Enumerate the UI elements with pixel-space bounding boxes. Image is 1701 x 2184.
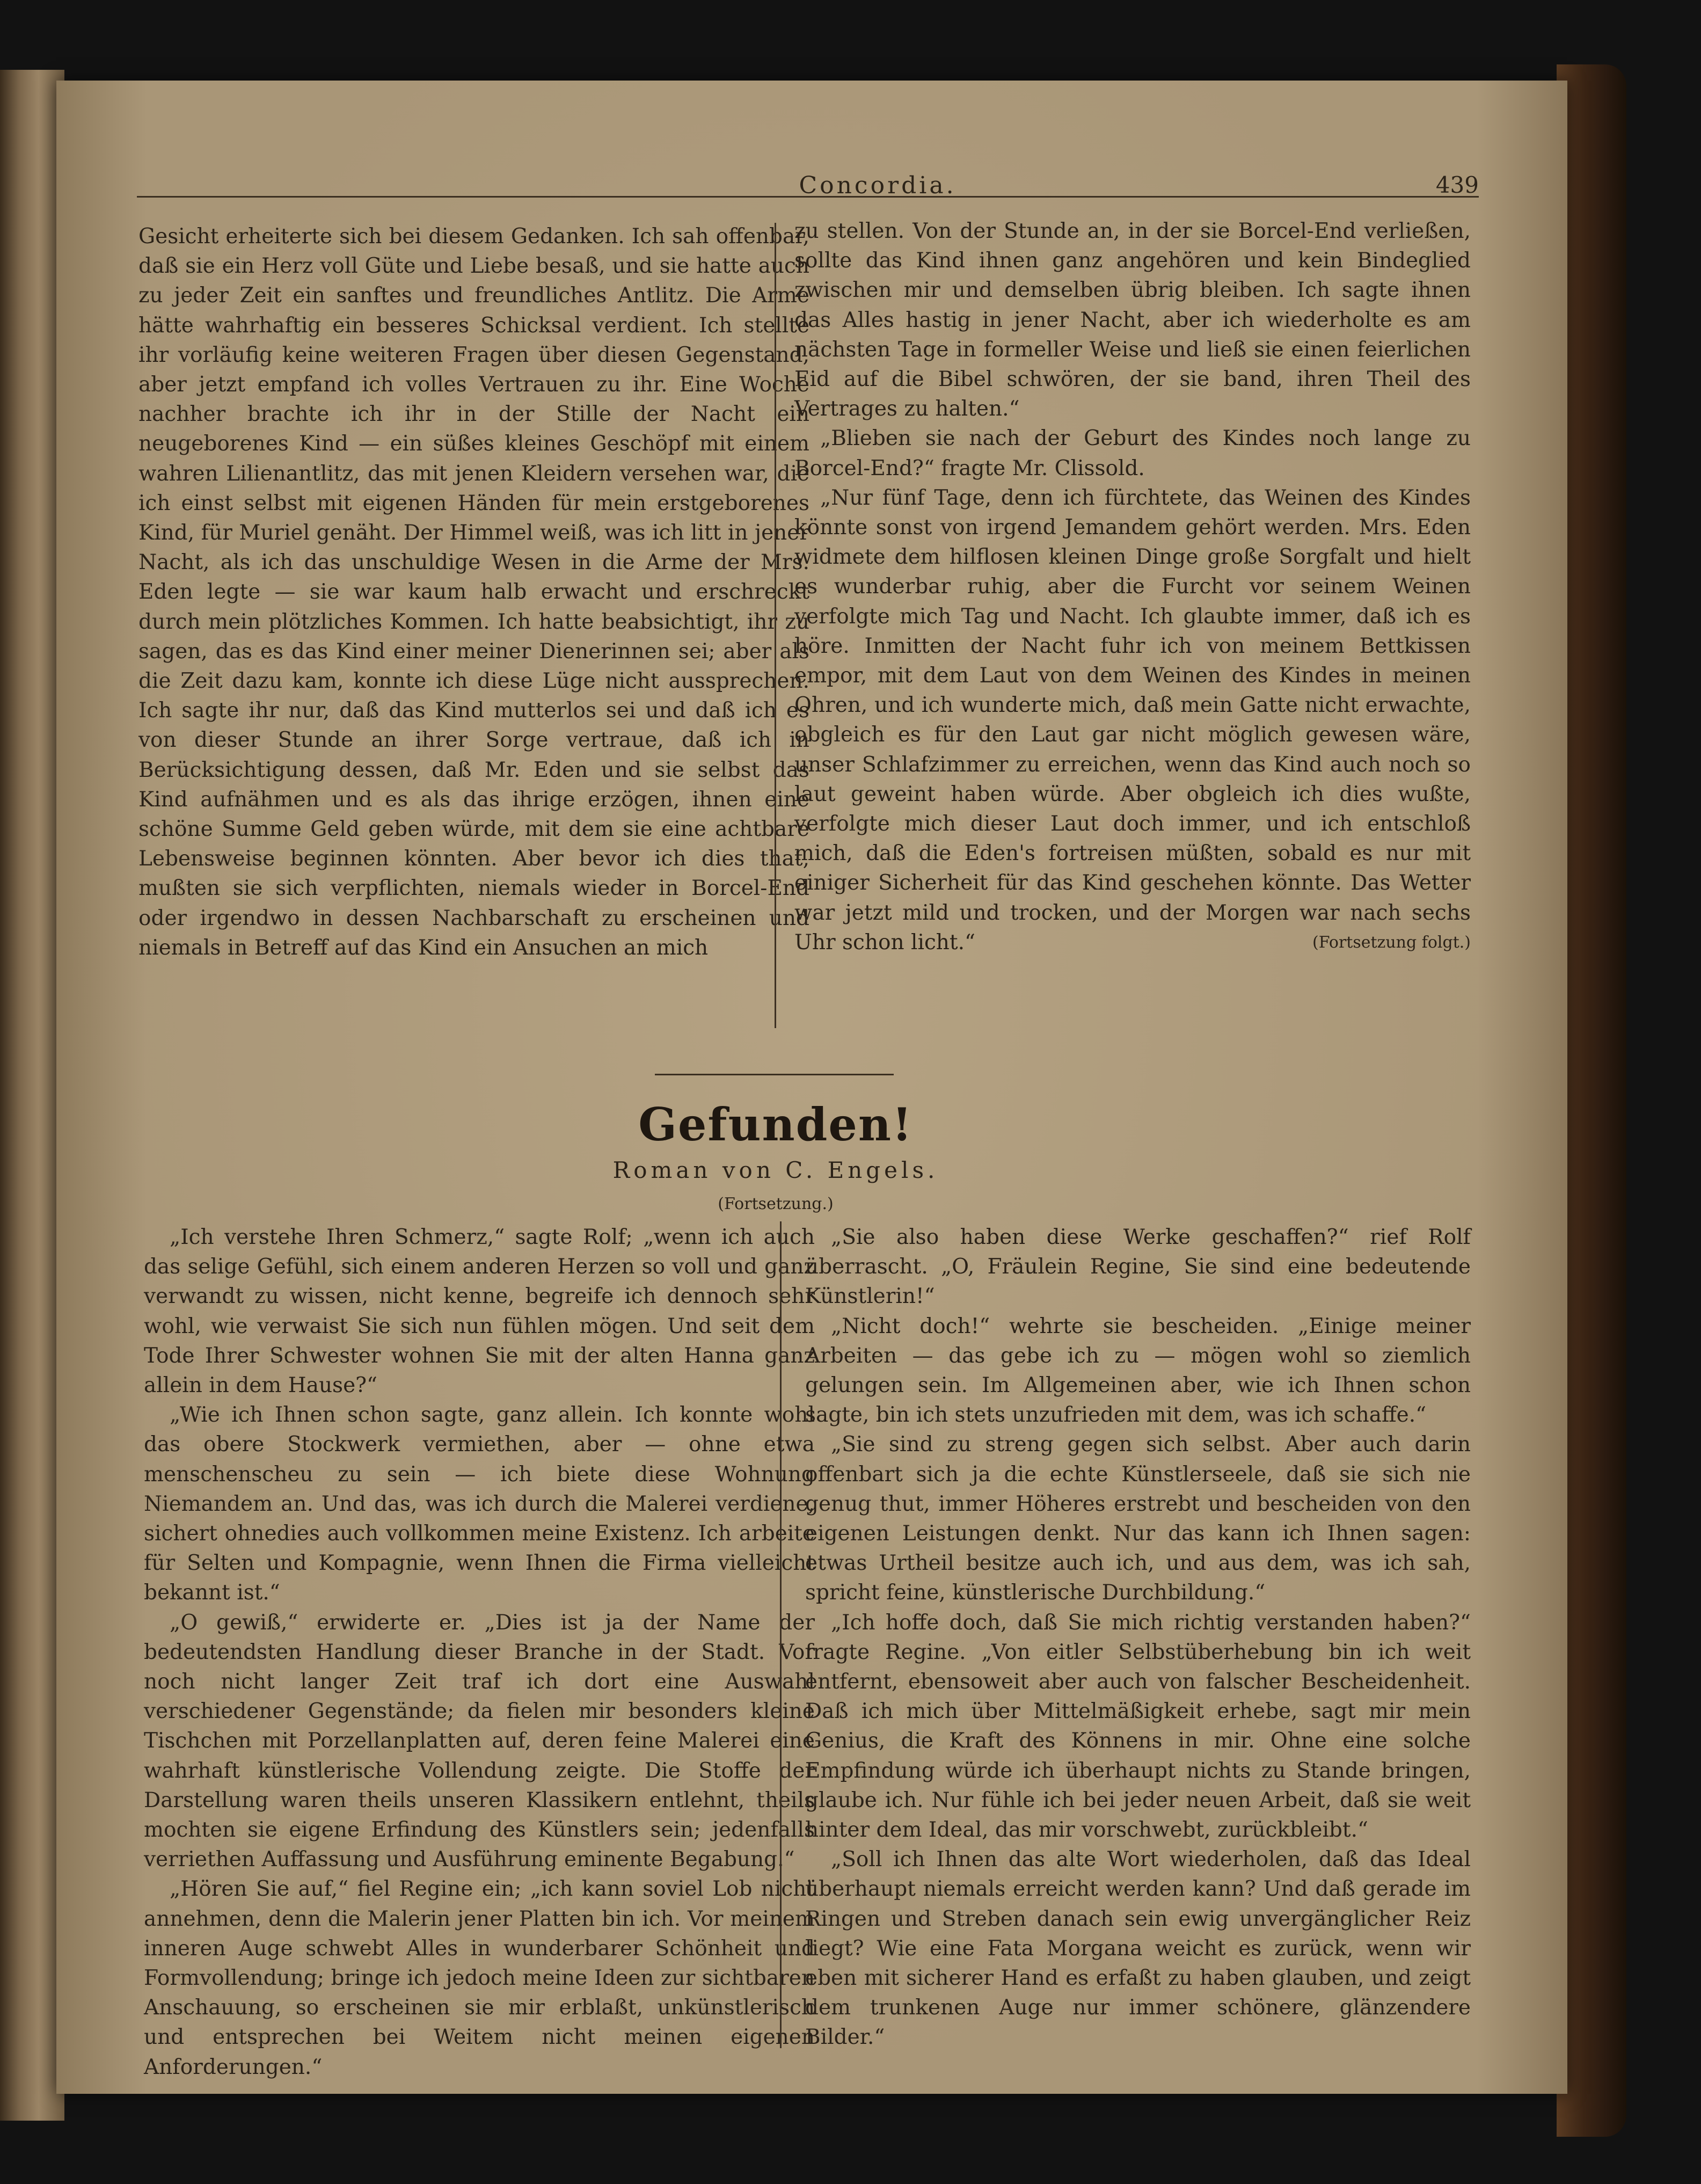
paragraph: „Wie ich Ihnen schon sagte, ganz allein. Ich konnte wohl das obere Stockwerk vermiethen, aber — ohne etwa menschenscheu zu sein — ich biete diese Wohnung Niemandem an. Und das, was ich durch die Malerei verdiene, sichert ohnedies auch vollkommen meine Existenz. Ich arbeite für Selten und Kompagnie, wenn Ihnen die Firma vielleicht bekannt ist.“ [144,1403,815,1605]
section-divider-rule [655,1074,894,1075]
paragraph: „Ich hoffe doch, daß Sie mich richtig verstanden haben?“ fragte Regine. „Von eitler Selbstüberhebung bin ich weit entfernt, ebensoweit aber auch von falscher Bescheidenheit. Daß ich mich über Mittelmäßigkeit erhebe, sagt mir mein Genius, die Kraft des Könnens in mir. Ohne eine solche Empfindung würde ich überhaupt nichts zu Stande bringen, glaube ich. Nur fühle ich bei jeder neuen Arbeit, daß sie weit hinter dem Ideal, das mir vorschwebt, zurückbleibt.“ [805,1610,1471,1843]
upper-left-column [138,222,809,963]
article-continuation-note: (Fortsetzung.) [718,1195,834,1213]
article-title: Gefunden! [638,1098,913,1151]
column-divider-bottom [780,1221,782,2048]
page-header [56,172,1567,215]
paragraph: „O gewiß,“ erwiderte er. „Dies ist ja der Name der bedeutendsten Handlung dieser Branche in der Stadt. Vor noch nicht langer Zeit traf ich dort eine Auswahl verschiedener Gegenstände; da fielen mir besonders kleine Tischchen mit Porzellanplatten auf, deren feine Malerei eine wahrhaft künstlerische Vollendung zeigte. Die Stoffe der Darstellung waren theils unseren Klassikern entlehnt, theils mochten sie eigene Erfindung des Künstlers sein; jedenfalls verriethen Auffassung und Ausführung eminente Begabung.“ [144,1610,815,1872]
paragraph-text: „Nur fünf Tage, denn ich fürchtete, das Weinen des Kindes könnte sonst von irgend Jemandem gehört werden. Mrs. Eden widmete dem hilflosen kleinen Dinge große Sorgfalt und hielt es wunderbar ruhig, aber die Furcht vor seinem Weinen verfolgte mich Tag und Nacht. Ich glaubte immer, daß ich es höre. Inmitten der Nacht fuhr ich von meinem Bettkissen empor, mit dem Laut von dem Weinen des Kindes in meinen Ohren, und ich wunderte mich, daß mein Gatte nicht erwachte, obgleich es für den Laut gar nicht möglich gewesen wäre, unser Schlafzimmer zu erreichen, wenn das Kind auch noch so laut geweint haben würde. Aber obgleich ich dies wußte, verfolgte mich dieser Laut doch immer, und ich entschloß mich, daß die Eden's fortreisen müßten, sobald es nur mit einiger Sicherheit für das Kind geschehen könnte. Das Wetter war jetzt mild und trocken, und der Morgen war nach sechs Uhr schon licht.“ [794,485,1471,955]
lower-left-column [144,1222,815,2082]
paragraph: Gesicht erheiterte sich bei diesem Gedanken. Ich sah offenbar, daß sie ein Herz voll Güte und Liebe besaß, und sie hatte auch zu jeder Zeit ein sanftes und freundliches Antlitz. Die Arme hätte wahrhaftig ein besseres Schicksal verdient. Ich stellte ihr vorläufig keine weiteren Fragen über diesen Gegenstand, aber jetzt empfand ich volles Vertrauen zu ihr. Eine Woche nachher brachte ich ihr in der Stille der Nacht ein neugeborenes Kind — ein süßes kleines Geschöpf mit einem wahren Lilienantlitz, das mit jenen Kleidern versehen war, die ich einst selbst mit eigenen Händen für mein erstgeborenes Kind, für Muriel genäht. Der Himmel weiß, was ich litt in jener Nacht, als ich das unschuldige Wesen in die Arme der Mrs. Eden legte — sie war kaum halb erwacht und erschreckt durch mein plötzliches Kommen. Ich hatte beabsichtigt, ihr zu sagen, das es das Kind einer meiner Dienerinnen sei; aber als die Zeit dazu kam, konnte ich diese Lüge nicht aussprechen. Ich sagte ihr nur, daß das Kind mutterlos sei und daß ich es von dieser Stunde an ihrer Sorge vertraue, daß ich in Berücksichtigung dessen, daß Mr. Eden und sie selbst das Kind aufnähmen und es als das ihrige erzögen, ihnen eine schöne Summe Geld geben würde, mit dem sie eine achtbare Lebensweise beginnen könnten. Aber bevor ich dies that, mußten sie sich verpflichten, niemals wieder in Borcel-End oder irgendwo in dessen Nachbarschaft zu erscheinen und niemals in Betreff auf das Kind ein Ansuchen an mich [138,224,809,960]
newspaper-page [56,81,1567,2094]
paragraph: „Ich verstehe Ihren Schmerz,“ sagte Rolf; „wenn ich auch das selige Gefühl, sich einem anderen Herzen so voll und ganz verwandt zu wissen, nicht kenne, begreife ich dennoch sehr wohl, wie verwaist Sie sich nun fühlen mögen. Und seit dem Tode Ihrer Schwester wohnen Sie mit der alten Hanna ganz allein in dem Hause?“ [144,1225,815,1398]
paragraph: „Blieben sie nach der Geburt des Kindes noch lange zu Borcel-End?“ fragte Mr. Clissold. [794,426,1471,481]
paragraph [794,483,1471,957]
article-byline: Roman von C. Engels. [612,1157,939,1183]
paragraph: zu stellen. Von der Stunde an, in der sie Borcel-End verließen, sollte das Kind ihnen ganz angehören und kein Bindeglied zwischen mir und demselben übrig bleiben. Ich sagte ihnen das Alles hastig in jener Nacht, aber ich wiederholte es am nächsten Tage in formeller Weise und ließ sie einen feierlichen Eid auf die Bibel schwören, der sie band, ihren Theil des Vertrages zu halten.“ [794,219,1471,421]
paragraph: „Hören Sie auf,“ fiel Regine ein; „ich kann soviel Lob nicht annehmen, denn die Malerin jener Platten bin ich. Vor meinem inneren Auge schwebt Alles in wunderbarer Schönheit und Formvollendung; bringe ich jedoch meine Ideen zur sichtbaren Anschauung, so erscheinen sie mir erblaßt, unkünstlerisch und entsprechen bei Weitem nicht meinen eigenen Anforderungen.“ [144,1877,815,2079]
running-title: Concordia. [799,172,957,199]
previous-page-edge [0,70,64,2121]
page-number: 439 [1435,172,1479,198]
paragraph: „Sie also haben diese Werke geschaffen?“ rief Rolf überrascht. „O, Fräulein Regine, Sie sind eine bedeutende Künstlerin!“ [805,1225,1471,1309]
header-rule [137,196,1479,198]
paragraph: „Sie sind zu streng gegen sich selbst. Aber auch darin offenbart sich ja die echte Künstlerseele, daß sie sich nie genug thut, immer Höheres erstrebt und bescheiden von den eigenen Leistungen denkt. Nur das kann ich Ihnen sagen: etwas Urtheil besitze auch ich, und aus dem, was ich sah, spricht feine, künstlerische Durchbildung.“ [805,1432,1471,1605]
paragraph: „Soll ich Ihnen das alte Wort wiederholen, daß das Ideal überhaupt niemals erreicht werden kann? Und daß gerade im Ringen und Streben danach sein ewig unvergänglicher Reiz liegt? Wie eine Fata Morgana weicht es zurück, wenn wir eben mit sicherer Hand es erfaßt zu haben glauben, und zeigt dem trunkenen Auge nur immer schönere, glänzendere Bilder.“ [805,1847,1471,2050]
paragraph: „Nicht doch!“ wehrte sie bescheiden. „Einige meiner Arbeiten — das gebe ich zu — mögen wohl so ziemlich gelungen sein. Im Allgemeinen aber, wie ich Ihnen schon sagte, bin ich stets unzufrieden mit dem, was ich schaffe.“ [805,1314,1471,1428]
lower-right-column [805,1222,1471,2052]
column-divider-top [775,223,776,1028]
upper-right-column [794,216,1471,957]
continuation-note: (Fortsetzung folgt.) [1312,933,1471,952]
